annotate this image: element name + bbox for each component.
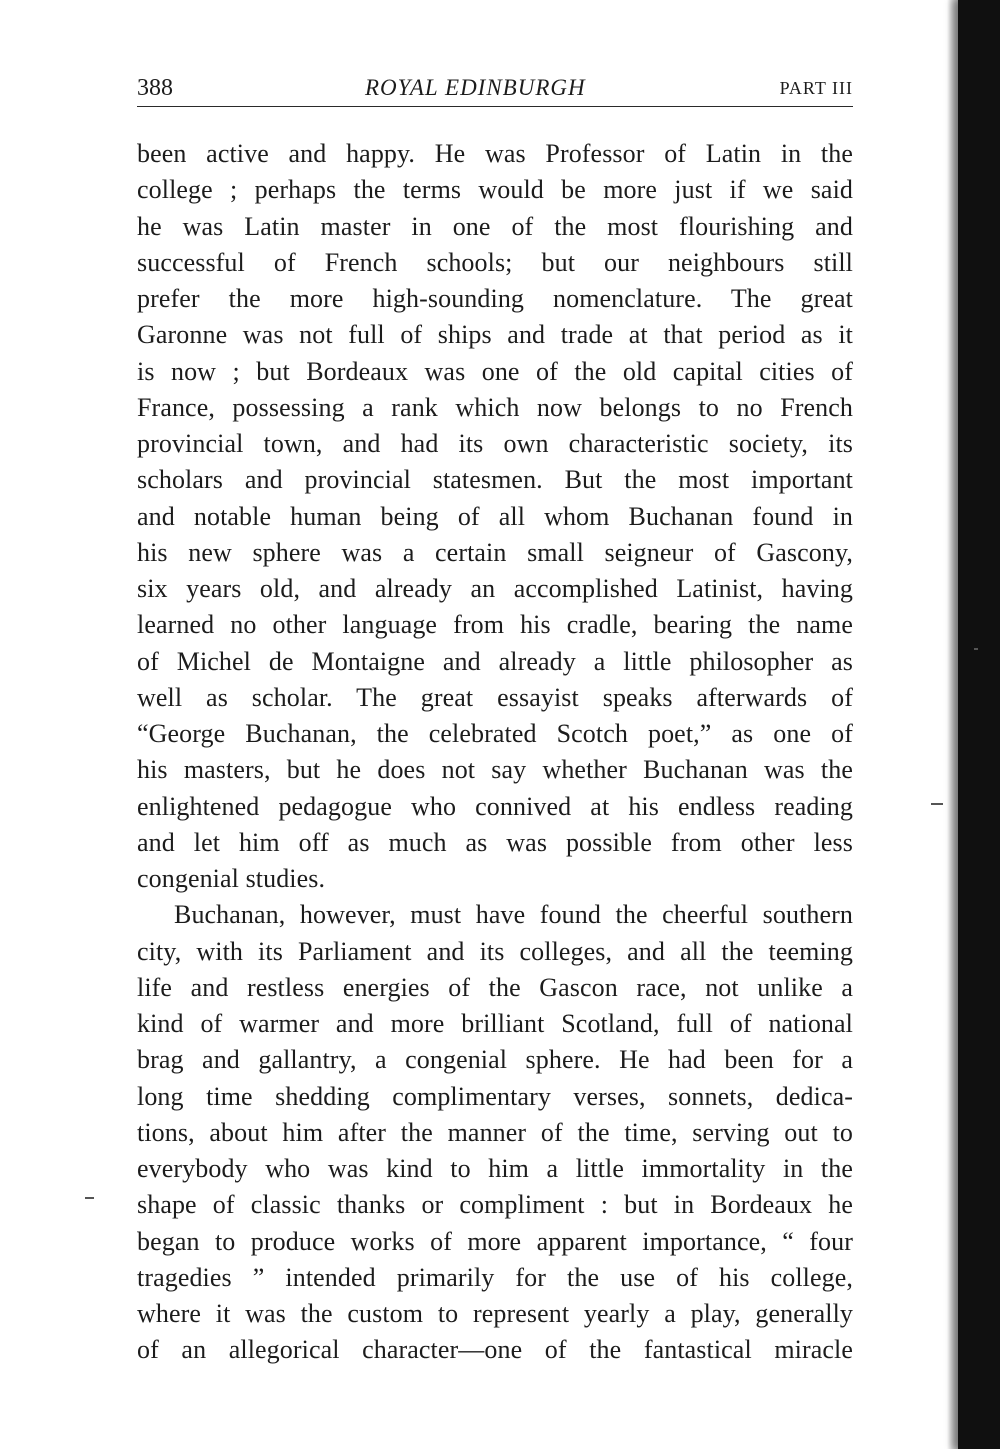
scan-speck (931, 803, 943, 805)
text-line: provincial town, and had its own characteristic society, its (137, 429, 853, 458)
text-line: shape of classic thanks or compliment : but in Bordeaux he (137, 1190, 853, 1220)
text-line: and notable human being of all whom Buchanan found in (137, 501, 853, 531)
text-line: successful of French schools; but our neighbours still (137, 247, 853, 277)
text-line: everybody who was kind to him a little immortality in the (137, 1154, 853, 1183)
running-title: ROYAL EDINBURGH (365, 75, 586, 100)
text-line: been active and happy. He was Professor of Latin in the (137, 139, 853, 168)
text-line: prefer the more high-sounding nomenclature. The great (137, 284, 853, 313)
page-header (137, 72, 853, 107)
text-line: tions, about him after the manner of the time, serving out to (137, 1117, 853, 1147)
text-line: scholars and provincial statesmen. But the most important (137, 465, 853, 495)
text-line: city, with its Parliament and its colleges, and all the teeming (137, 936, 853, 966)
text-line: and let him off as much as was possible from other less (137, 827, 853, 857)
text-line: kind of warmer and more brilliant Scotland, full of national (137, 1009, 853, 1038)
text-line: his new sphere was a certain small seigneur of Gascony, (137, 537, 853, 567)
text-line: life and restless energies of the Gascon race, not unlike a (137, 972, 853, 1002)
part-label: PART III (779, 78, 853, 98)
body-text (137, 136, 853, 1369)
text-line: tragedies ” intended primarily for the use of his college, (137, 1262, 853, 1292)
text-line: France, possessing a rank which now belongs to no French (137, 392, 853, 422)
text-line: “George Buchanan, the celebrated Scotch poet,” as one of (137, 719, 853, 748)
page-number: 388 (137, 75, 173, 101)
text-line: he was Latin master in one of the most flourishing and (137, 211, 853, 241)
scanner-edge-shadow (958, 0, 1000, 1449)
scan-speck (974, 648, 978, 650)
text-line: of an allegorical character—one of the fantastical miracle (137, 1335, 853, 1365)
text-line: began to produce works of more apparent importance, “ four (137, 1226, 853, 1256)
text-line: enlightened pedagogue who connived at his endless reading (137, 791, 853, 821)
text-line: where it was the custom to represent yearly a play, generally (137, 1299, 853, 1328)
text-line: college ; perhaps the terms would be more just if we said (137, 175, 853, 205)
text-line: six years old, and already an accomplished Latinist, having (137, 574, 853, 603)
text-line: Garonne was not full of ships and trade at that period as it (137, 320, 853, 350)
text-line: well as scholar. The great essayist speaks afterwards of (137, 682, 853, 712)
text-line: brag and gallantry, a congenial sphere. He had been for a (137, 1045, 853, 1075)
text-line: his masters, but he does not say whether Buchanan was the (137, 755, 853, 785)
text-line: congenial studies. (137, 864, 326, 893)
text-line: is now ; but Bordeaux was one of the old capital cities of (137, 356, 853, 386)
scan-speck (85, 1197, 94, 1199)
text-line: learned no other language from his cradle, bearing the name (137, 610, 853, 640)
text-line: long time shedding complimentary verses, sonnets, dedica- (137, 1081, 853, 1111)
text-line: of Michel de Montaigne and already a little philosopher as (137, 646, 853, 676)
text-line: Buchanan, however, must have found the cheerful southern (174, 900, 853, 930)
